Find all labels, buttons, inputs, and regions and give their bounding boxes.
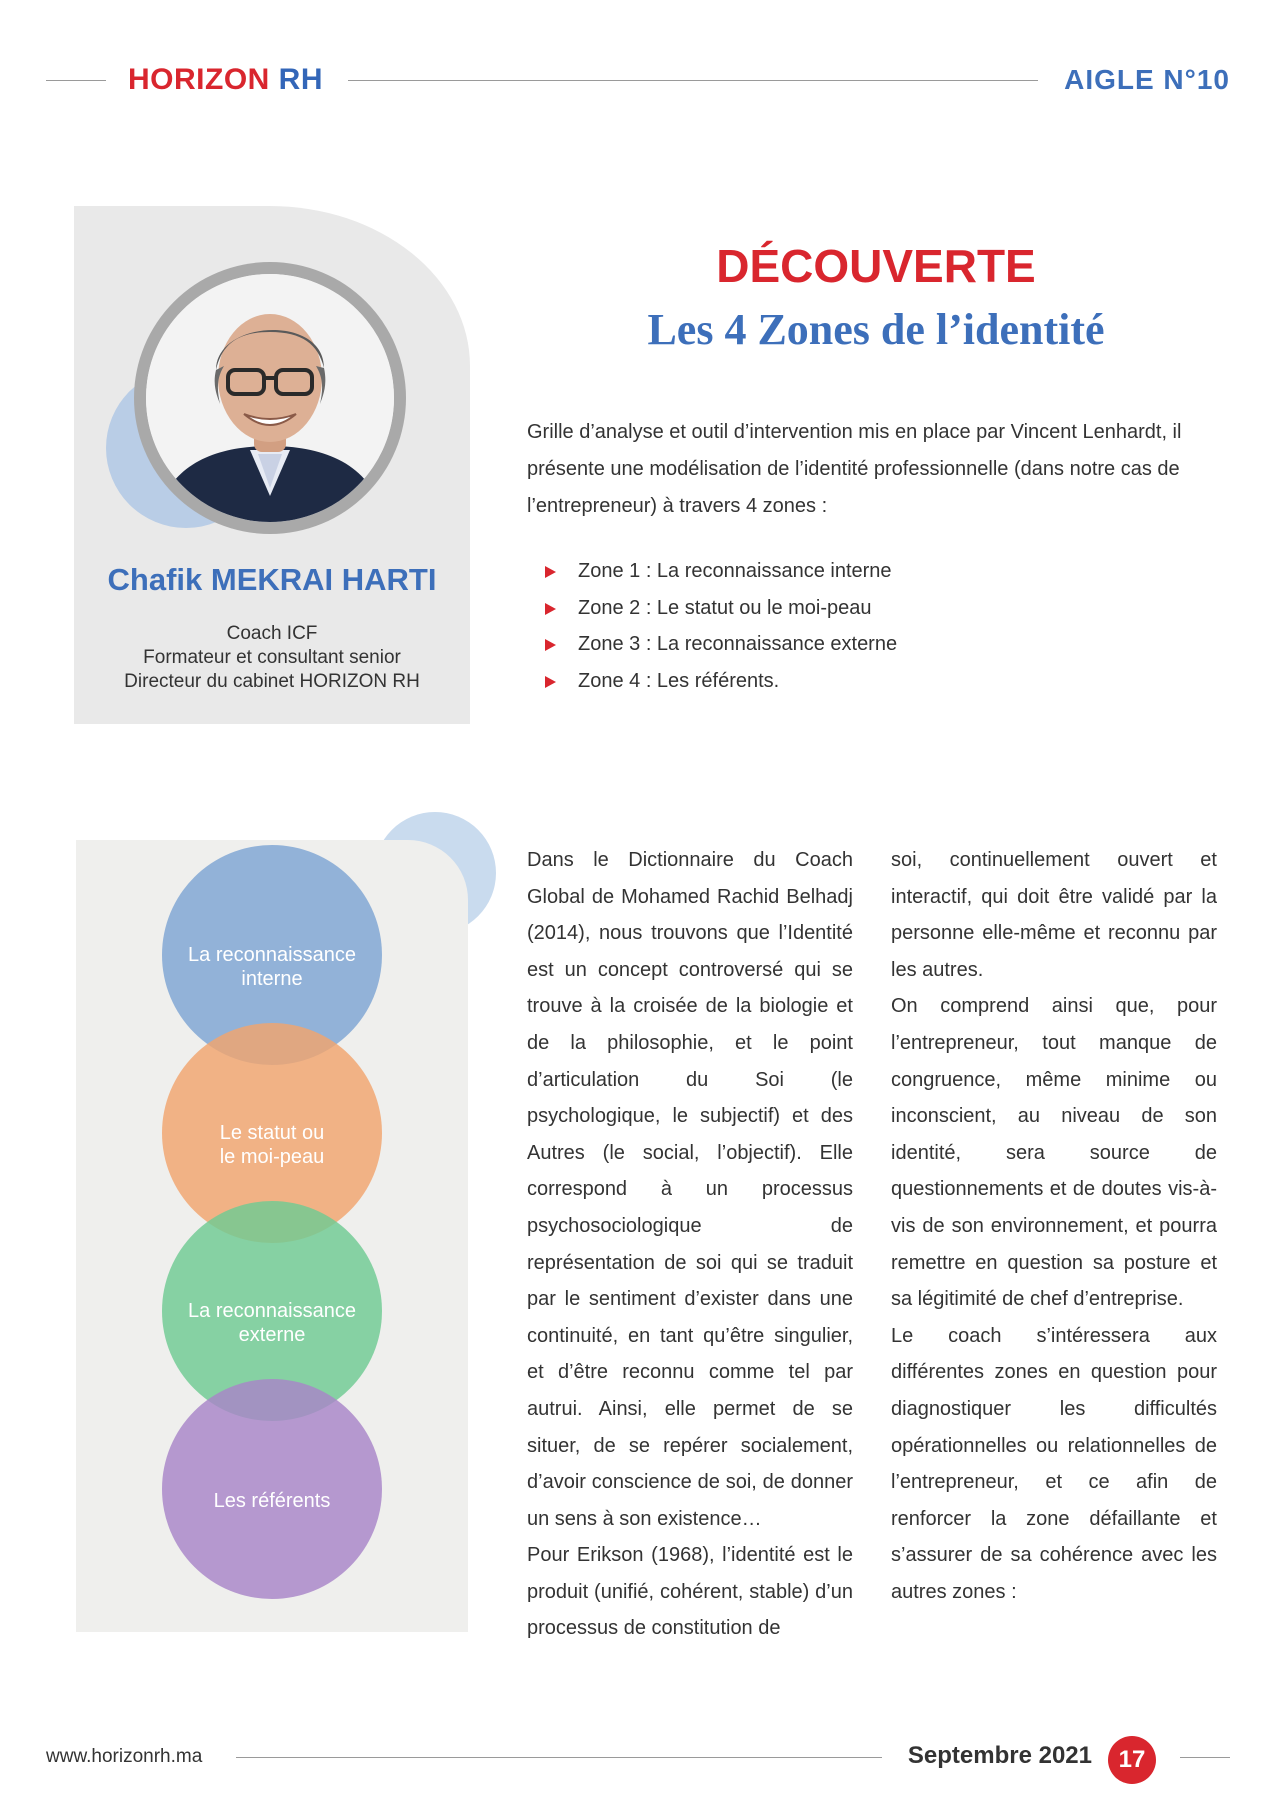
list-item [545,553,1225,590]
author-role: Formateur et consultant senior [143,647,401,668]
list-item [545,590,1225,627]
body-paragraph: Dans le Dictionnaire du Coach Global de Mohamed Rachid Belhadj (2014), nous trouvons que l’Identité est un concept controversé qui se trouve à la croisée de la biologie et de la philosophie, et le point d’articulation du Soi (le psychologique, le subjectif) et des Autres (le social, l’objectif). Elle correspond à un processus psychosociologique de représentation de soi qui se traduit par le sentiment d’exister dans une continuité, en tant qu’être singulier, et d’être reconnu comme tel par autrui. Ainsi, elle permet de se situer, de se repérer socialement, d’avoir conscience de soi, de donner un sens à son existence… [527,849,853,1530]
zone-item-label: Zone 3 : La reconnaissance externe [578,633,898,655]
body-column-2 [891,842,1217,1610]
arrow-bullet-icon [545,676,556,688]
brand-logo-part1: HORIZON [128,63,270,96]
arrow-bullet-icon [545,639,556,651]
website-link[interactable]: www.horizonrh.ma [46,1746,203,1767]
body-paragraph: Le coach s’intéressera aux différentes zones en question pour diagnostiquer les difficultés opérationnelles ou relationnelles de l’entrepreneur, et ce afin de renforcer la zone défaillante et s’assurer de sa cohérence avec les autres zones : [891,1324,1217,1603]
zone-label-line: Le statut ou [219,1122,325,1144]
intro-paragraph: Grille d’analyse et outil d’intervention mis en place par Vincent Lenhardt, il présente une modélisation de l’identité professionnelle (dans notre cas de l’entrepreneur) à travers 4 zones : [527,421,1182,517]
zones-list [545,553,1225,699]
zone-label [167,1121,377,1169]
page-number: 17 [1108,1736,1156,1784]
article-title: Les 4 Zones de l’identité [647,305,1105,354]
author-name: Chafik MEKRAI HARTI [107,562,437,597]
zone-label-line: le moi-peau [219,1146,325,1168]
list-item [545,626,1225,663]
issue-date: Septembre 2021 [907,1742,1092,1769]
body-column-1 [527,842,853,1647]
header-rule-middle [348,80,1038,81]
zone-label-line: La reconnaissance [188,1300,356,1322]
author-role: Coach ICF [226,623,318,644]
header-rule-left [46,80,106,81]
zone-label [167,1299,377,1347]
footer-rule-right [1180,1757,1230,1758]
zone-label-line: Les référents [213,1490,331,1512]
zone-label-line: externe [238,1324,306,1346]
zone-item-label: Zone 4 : Les référents. [578,669,780,692]
body-paragraph: On comprend ainsi que, pour l’entrepreneur, tout manque de congruence, même minime ou inconscient, au niveau de son identité, sera source de questionnements et de doutes vis-à-vis de son environnement, et pourra remettre en question sa posture et sa légitimité de chef d’entreprise. [891,995,1217,1311]
arrow-bullet-icon [545,566,556,578]
zone-label [167,1489,377,1513]
portrait-illustration [146,274,394,522]
zone-item-label: Zone 2 : Le statut ou le moi-peau [578,596,872,619]
zone-label-line: La reconnaissance [188,944,356,966]
zone-label-line: interne [241,968,303,990]
author-roles [74,622,470,694]
arrow-bullet-icon [545,603,556,615]
zone-label [167,943,377,991]
issue-number: AIGLE N°10 [1064,64,1230,95]
section-kicker: DÉCOUVERTE [716,240,1036,292]
author-photo [146,274,394,522]
brand-logo-part2: RH [278,63,324,96]
list-item [545,663,1225,700]
author-role: Directeur du cabinet HORIZON RH [124,671,420,692]
body-paragraph: soi, continuellement ouvert et interactif, qui doit être validé par la personne elle-même et reconnu par les autres. [891,849,1217,981]
zone-item-label: Zone 1 : La reconnaissance interne [578,560,892,582]
body-paragraph: Pour Erikson (1968), l’identité est le produit (unifié, cohérent, stable) d’un processus de constitution de [527,1544,853,1640]
footer-rule-middle [236,1757,882,1758]
brand-logo [128,62,323,98]
